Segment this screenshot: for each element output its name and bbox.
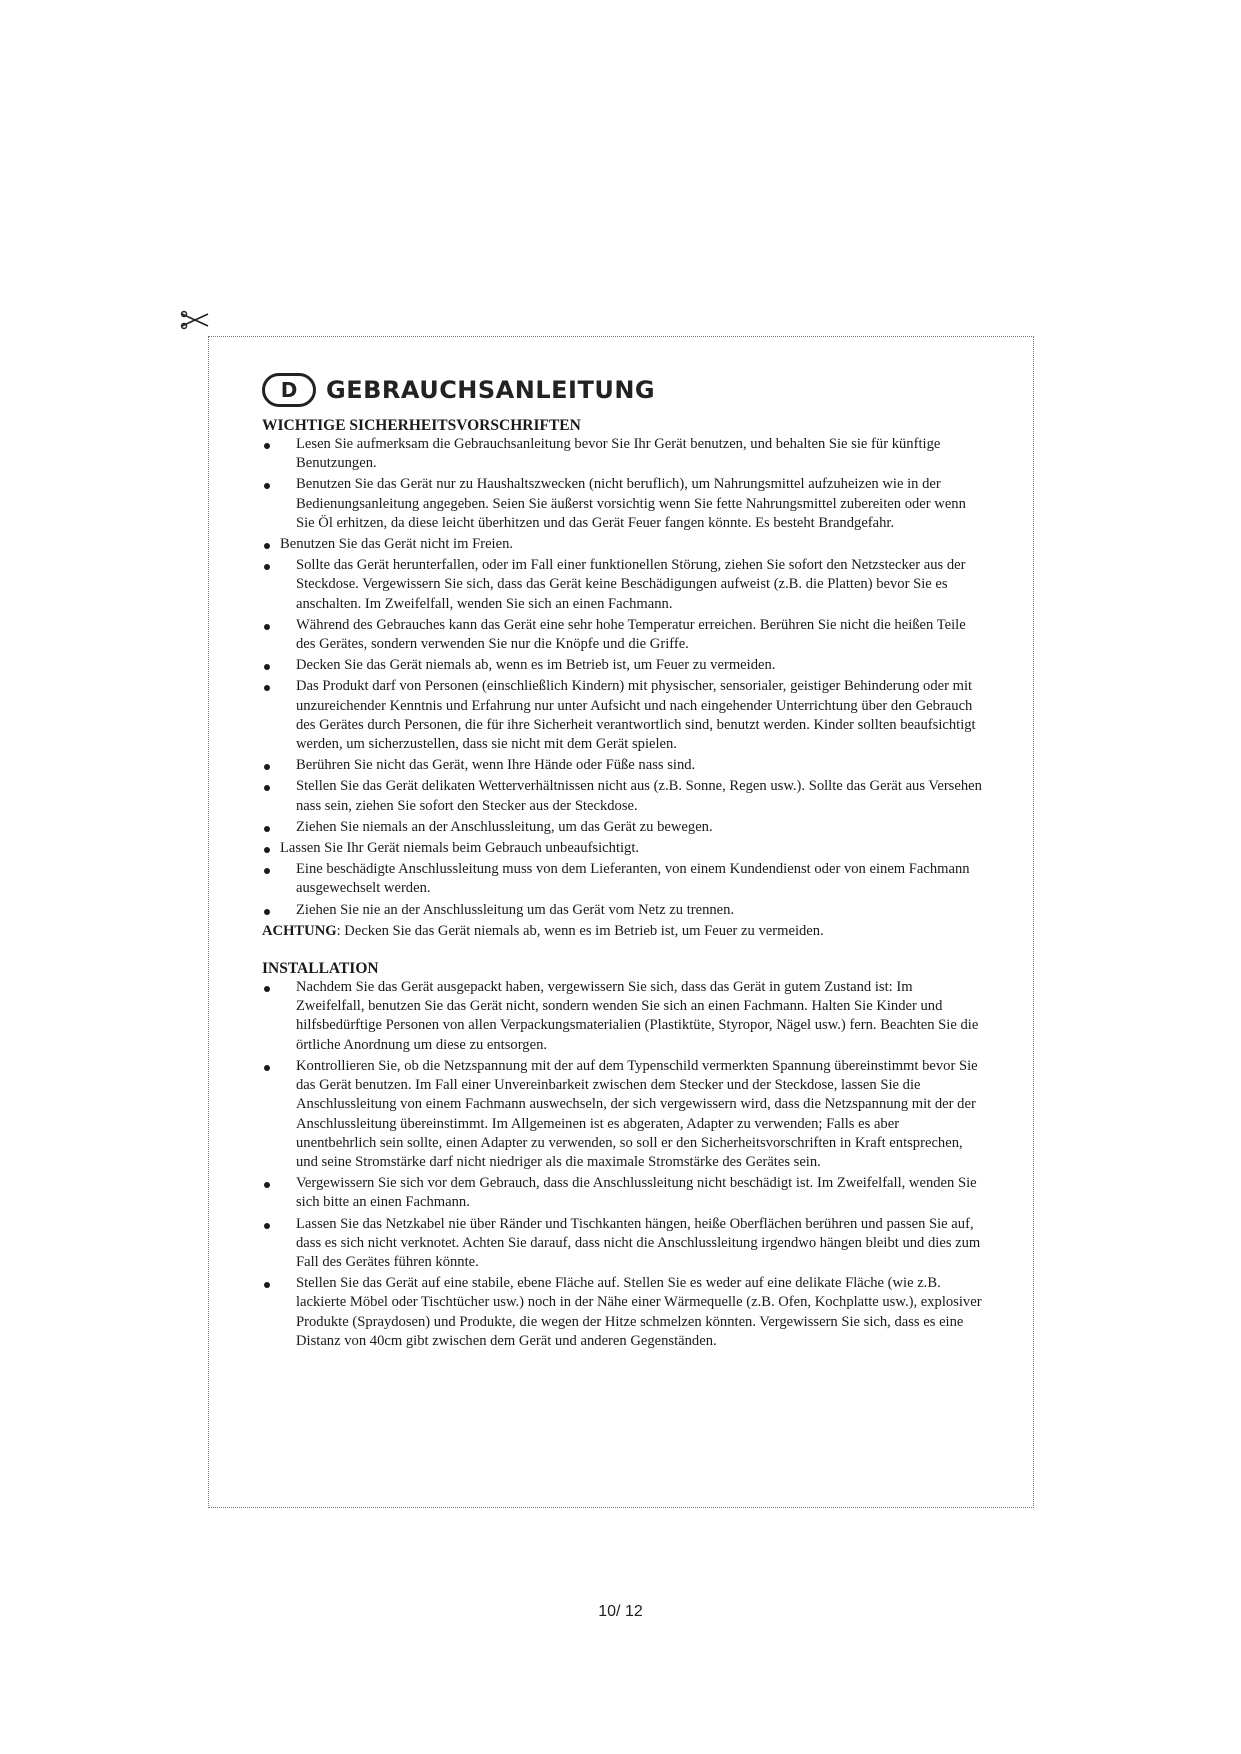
manual-content: [262, 370, 982, 1353]
list-item: Benutzen Sie das Gerät nur zu Haushaltszwecken (nicht beruflich), um Nahrungsmittel aufzuheizen wie in der Bedienungsanleitung angegeben. Seien Sie äußerst vorsichtig wenn Sie fette Nahrungsmittel zubereiten oder wenn Sie Öl erhitzen, da diese leicht überhitzen und das Gerät Feuer fangen könnte. Es besteht Brandgefahr.: [262, 475, 982, 533]
bullet-icon: [264, 764, 270, 770]
installation-list: [262, 978, 982, 1351]
list-item: Sollte das Gerät herunterfallen, oder im Fall einer funktionellen Störung, ziehen Sie sofort den Netzstecker aus der Steckdose. Vergewissern Sie sich, dass das Gerät keine Beschädigungen aufweist (z.B. die Platten) bevor Sie es anschalten. Im Zweifelfall, wenden Sie sich an einen Fachmann.: [262, 556, 982, 614]
safety-heading: WICHTIGE SICHERHEITSVORSCHRIFTEN: [262, 417, 581, 434]
list-item: Lassen Sie Ihr Gerät niemals beim Gebrauch unbeaufsichtigt.: [262, 839, 982, 858]
bullet-icon: [264, 483, 270, 489]
bullet-icon: [264, 1065, 270, 1071]
bullet-icon: [264, 685, 270, 691]
list-item: Das Produkt darf von Personen (einschließlich Kindern) mit physischer, sensorialer, geistiger Behinderung oder mit unzureichender Kenntnis und Erfahrung nur unter Aufsicht und nach eingehender Unterrichtung über den Gebrauch des Gerätes durch Personen, die für ihre Sicherheit verantwortlich sind, benutzt werden. Kinder sollten beaufsichtigt werden, um sicherzustellen, dass sie nicht mit dem Gerät spielen.: [262, 677, 982, 754]
bullet-icon: [264, 564, 270, 570]
list-item: Ziehen Sie nie an der Anschlussleitung um das Gerät vom Netz zu trennen.: [262, 901, 982, 920]
warning-label: ACHTUNG: [262, 922, 337, 939]
list-item: Benutzen Sie das Gerät nicht im Freien.: [262, 535, 982, 554]
list-item: Lesen Sie aufmerksam die Gebrauchsanleitung bevor Sie Ihr Gerät benutzen, und behalten Sie sie für künftige Benutzungen.: [262, 435, 982, 473]
language-badge: D: [262, 373, 316, 407]
list-item: Eine beschädigte Anschlussleitung muss von dem Lieferanten, von einem Kundendienst oder von einem Fachmann ausgewechselt werden.: [262, 860, 982, 898]
bullet-icon: [264, 664, 270, 670]
bullet-icon: [264, 785, 270, 791]
bullet-icon: [264, 1282, 270, 1288]
warning-text: : Decken Sie das Gerät niemals ab, wenn es im Betrieb ist, um Feuer zu vermeiden.: [336, 922, 824, 939]
page-number: 10/ 12: [598, 1603, 643, 1620]
page-title: GEBRAUCHSANLEITUNG: [326, 376, 656, 404]
bullet-icon: [264, 909, 270, 915]
bullet-icon: [264, 624, 270, 630]
title-row: [262, 370, 982, 410]
list-item: Nachdem Sie das Gerät ausgepackt haben, vergewissern Sie sich, dass das Gerät in gutem Zustand ist: Im Zweifelfall, benutzen Sie das Gerät nicht, sondern wenden Sie sich an einen Fachmann. Halten Sie Kinder und hilfsbedürftige Personen von allen Verpackungsmaterialien (Plastiktüte, Styropor, Nägel usw.) fern. Beachten Sie die örtliche Anordnung um diese zu entsorgen.: [262, 978, 982, 1055]
bullet-icon: [264, 543, 270, 549]
list-item: Vergewissern Sie sich vor dem Gebrauch, dass die Anschlussleitung nicht beschädigt ist. Im Zweifelfall, wenden Sie sich bitte an einen Fachmann.: [262, 1174, 982, 1212]
bullet-icon: [264, 826, 270, 832]
list-item: Berühren Sie nicht das Gerät, wenn Ihre Hände oder Füße nass sind.: [262, 756, 982, 775]
list-item: Lassen Sie das Netzkabel nie über Ränder und Tischkanten hängen, heiße Oberflächen berühren und passen Sie auf, dass es sich nicht verknotet. Achten Sie darauf, dass nicht die Anschlussleitung irgendwo hängen bleibt und dies zum Fall des Gerätes führen könnte.: [262, 1215, 982, 1273]
installation-heading: INSTALLATION: [262, 960, 379, 978]
bullet-icon: [264, 986, 270, 992]
list-item: Stellen Sie das Gerät auf eine stabile, ebene Fläche auf. Stellen Sie es weder auf eine delikate Fläche (wie z.B. lackierte Möbel oder Tischtücher usw.) noch in der Nähe einer Wärmequelle (z.B. Ofen, Kochplatte usw.), explosiver Produkte (Spraydosen) und Produkte, die wegen der Hitze schmelzen könnten. Vergewissern Sie sich, dass es eine Distanz von 40cm gibt zwischen dem Gerät und anderen Gegenständen.: [262, 1274, 982, 1351]
bullet-icon: [264, 1223, 270, 1229]
scissors-icon: [180, 310, 210, 330]
list-item: Ziehen Sie niemals an der Anschlussleitung, um das Gerät zu bewegen.: [262, 818, 982, 837]
bullet-icon: [264, 443, 270, 449]
list-item: Kontrollieren Sie, ob die Netzspannung mit der auf dem Typenschild vermerkten Spannung übereinstimmt bevor Sie das Gerät benutzen. Im Fall einer Unvereinbarkeit zwischen dem Stecker und der Steckdose, lassen Sie die Anschlussleitung von einem Fachmann auswechseln, der sich vergewissern wird, dass die Netzspannung mit der der Anschlussleitung übereinstimmt. Im Allgemeinen ist es abgeraten, Adapter zu verwenden; Falls es aber unentbehrlich sein sollte, einen Adapter zu verwenden, so soll er den Sicherheitsvorschriften in Kraft entsprechen, und seine Stromstärke darf nicht niedriger als die maximale Stromstärke des Gerätes sein.: [262, 1057, 982, 1172]
list-item: Stellen Sie das Gerät delikaten Wetterverhältnissen nicht aus (z.B. Sonne, Regen usw.). Sollte das Gerät aus Versehen nass sein, ziehen Sie sofort den Stecker aus der Steckdose.: [262, 777, 982, 815]
bullet-icon: [264, 1182, 270, 1188]
bullet-icon: [264, 868, 270, 874]
list-item: Während des Gebrauches kann das Gerät eine sehr hohe Temperatur erreichen. Berühren Sie nicht die heißen Teile des Gerätes, sondern verwenden Sie nur die Knöpfe und die Griffe.: [262, 616, 982, 654]
list-item: Decken Sie das Gerät niemals ab, wenn es im Betrieb ist, um Feuer zu vermeiden.: [262, 656, 982, 675]
warning-note: [262, 922, 982, 941]
safety-list: [262, 435, 982, 920]
bullet-icon: [264, 847, 270, 853]
